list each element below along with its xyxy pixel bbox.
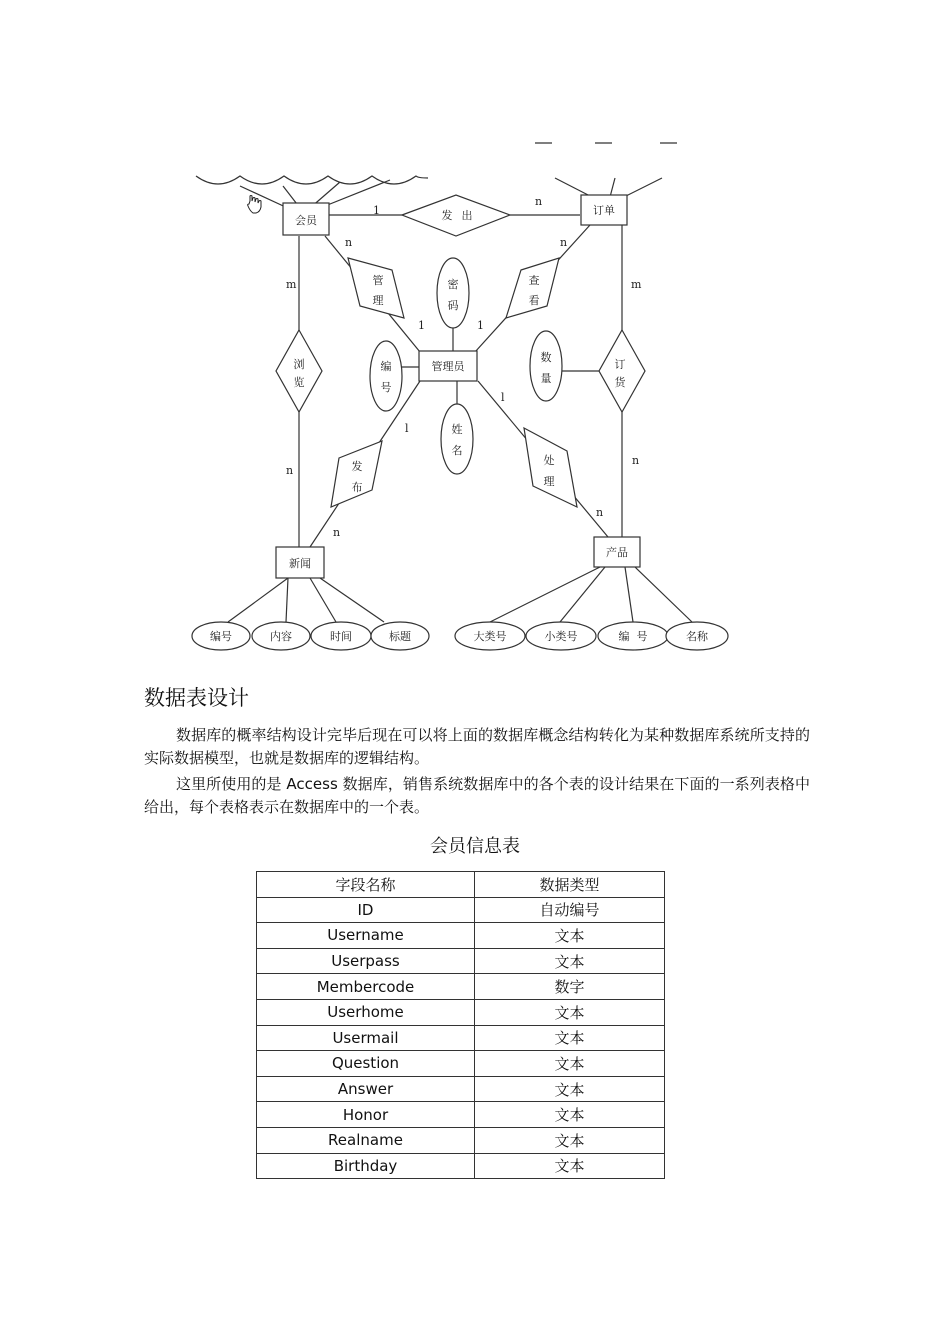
attr-time [311,622,371,650]
relation-process-label-2: 理 [543,475,555,488]
entity-order [581,195,627,225]
attr-quantity [530,331,562,401]
header-field-name: 字段名称 [257,872,475,898]
attr-big-category-label: 大类号 [473,630,507,643]
field-name-cell: Realname [257,1127,475,1153]
attr-time-label: 时间 [330,630,352,643]
attr-title-label: 标题 [389,630,411,643]
attr-product-id [598,622,668,650]
card-member-browse: m [286,278,297,291]
entity-admin [419,351,477,381]
relation-publish [331,441,382,507]
data-type-cell: 文本 [475,999,665,1025]
attr-news-id [192,622,250,650]
entity-news [276,547,324,578]
relation-process [524,428,577,507]
card-order-view: n [560,236,568,249]
table-header-row [257,872,665,898]
data-type-cell: 文本 [475,923,665,949]
attr-news-id-label: 编号 [210,630,232,643]
attr-product-id-label: 编 号 [618,630,648,643]
card-process-product: n [596,506,604,519]
relation-issue-order-label-1: 发 [441,209,453,222]
attr-quantity-label-2: 量 [540,372,552,385]
entity-member [283,203,329,235]
entity-news-label: 新闻 [289,557,311,570]
card-member-issue: 1 [373,204,380,217]
entity-product-label: 产品 [606,546,628,559]
relation-publish-label-1: 发 [351,460,363,473]
hand-cursor-icon [248,196,261,214]
relation-issue-order-label-2: 出 [461,209,473,222]
attr-content-label: 内容 [270,630,292,643]
data-type-cell: 自动编号 [475,897,665,923]
table-row [257,999,665,1025]
data-type-cell: 文本 [475,1153,665,1179]
table-row [257,923,665,949]
table-caption: 会员信息表 [430,836,520,857]
card-publish-news: n [333,526,341,539]
table-row [257,1076,665,1102]
data-type-cell: 文本 [475,1051,665,1077]
field-name-cell: Membercode [257,974,475,1000]
relation-manage-label-2: 理 [372,294,384,307]
field-name-cell: Userhome [257,999,475,1025]
table-row [257,897,665,923]
relation-browse-label-1: 浏 [293,358,305,371]
attr-password [437,258,469,328]
attr-product-name-label: 名称 [686,630,708,643]
cut-off-attribute-arcs [196,143,677,184]
table-row [257,1102,665,1128]
table-row [257,974,665,1000]
data-type-cell: 文本 [475,1127,665,1153]
table-row [257,1025,665,1051]
entity-admin-label: 管理员 [431,360,465,373]
attr-admin-id-label-2: 号 [380,381,392,394]
paragraph-1: 数据库的概率结构设计完毕后现在可以将上面的数据库概念结构转化为某种数据库系统所支持的实际数据模型，也就是数据库的逻辑结构。 [144,726,810,767]
relation-browse-label-2: 览 [293,376,305,389]
field-name-cell: Userpass [257,948,475,974]
table-row [257,1051,665,1077]
attr-content [252,622,310,650]
relation-order-goods-label-1: 订 [614,358,626,371]
card-goods-product: n [632,454,640,467]
entity-member-label: 会员 [295,214,317,227]
attr-small-category [526,622,596,650]
field-name-cell: Question [257,1051,475,1077]
relation-view-label-2: 看 [528,294,540,307]
attr-password-label-1: 密 [447,278,459,291]
data-type-cell: 文本 [475,948,665,974]
attr-password-label-2: 码 [447,299,459,312]
relation-order-goods [599,330,645,412]
relation-browse [276,330,322,412]
relation-issue-order [402,195,510,236]
card-admin-process: l [501,391,505,404]
data-type-cell: 文本 [475,1076,665,1102]
field-name-cell: Usermail [257,1025,475,1051]
relation-view-label-1: 查 [528,274,540,287]
card-order-goods: m [631,278,642,291]
entity-product [594,537,640,567]
data-type-cell: 文本 [475,1102,665,1128]
member-info-table [256,871,665,1179]
card-issue-order: n [535,195,543,208]
attr-admin-id [370,341,402,411]
paragraph-2: 这里所使用的是 Access 数据库，销售系统数据库中的各个表的设计结果在下面的一系列表格中给出，每个表格表示在数据库中的一个表。 [144,775,810,816]
attr-big-category [455,622,525,650]
section-heading: 数据表设计 [144,686,249,710]
attr-name-label-2: 名 [451,444,463,457]
relation-view [506,258,559,318]
card-manage-admin: 1 [418,319,425,332]
relation-manage [348,258,404,318]
header-data-type: 数据类型 [475,872,665,898]
field-name-cell: Answer [257,1076,475,1102]
card-browse-news: n [286,464,294,477]
relation-order-goods-label-2: 货 [614,376,626,389]
data-type-cell: 数字 [475,974,665,1000]
field-name-cell: ID [257,897,475,923]
data-type-cell: 文本 [475,1025,665,1051]
table-row [257,948,665,974]
attr-small-category-label: 小类号 [544,630,578,643]
card-member-manage: n [345,236,353,249]
attr-quantity-label-1: 数 [540,351,552,364]
attr-admin-id-label-1: 编 [380,360,392,373]
card-view-admin: 1 [477,319,484,332]
card-admin-publish: l [405,422,409,435]
relation-manage-label-1: 管 [372,274,384,287]
table-row [257,1127,665,1153]
attr-name [441,404,473,474]
field-name-cell: Honor [257,1102,475,1128]
field-name-cell: Username [257,923,475,949]
entity-order-label: 订单 [593,204,615,217]
attr-title [371,622,429,650]
er-diagram [0,0,950,670]
attr-product-name [666,622,728,650]
relation-publish-label-2: 布 [351,481,363,494]
attr-name-label-1: 姓 [451,423,463,436]
table-row [257,1153,665,1179]
relation-process-label-1: 处 [543,454,555,467]
field-name-cell: Birthday [257,1153,475,1179]
